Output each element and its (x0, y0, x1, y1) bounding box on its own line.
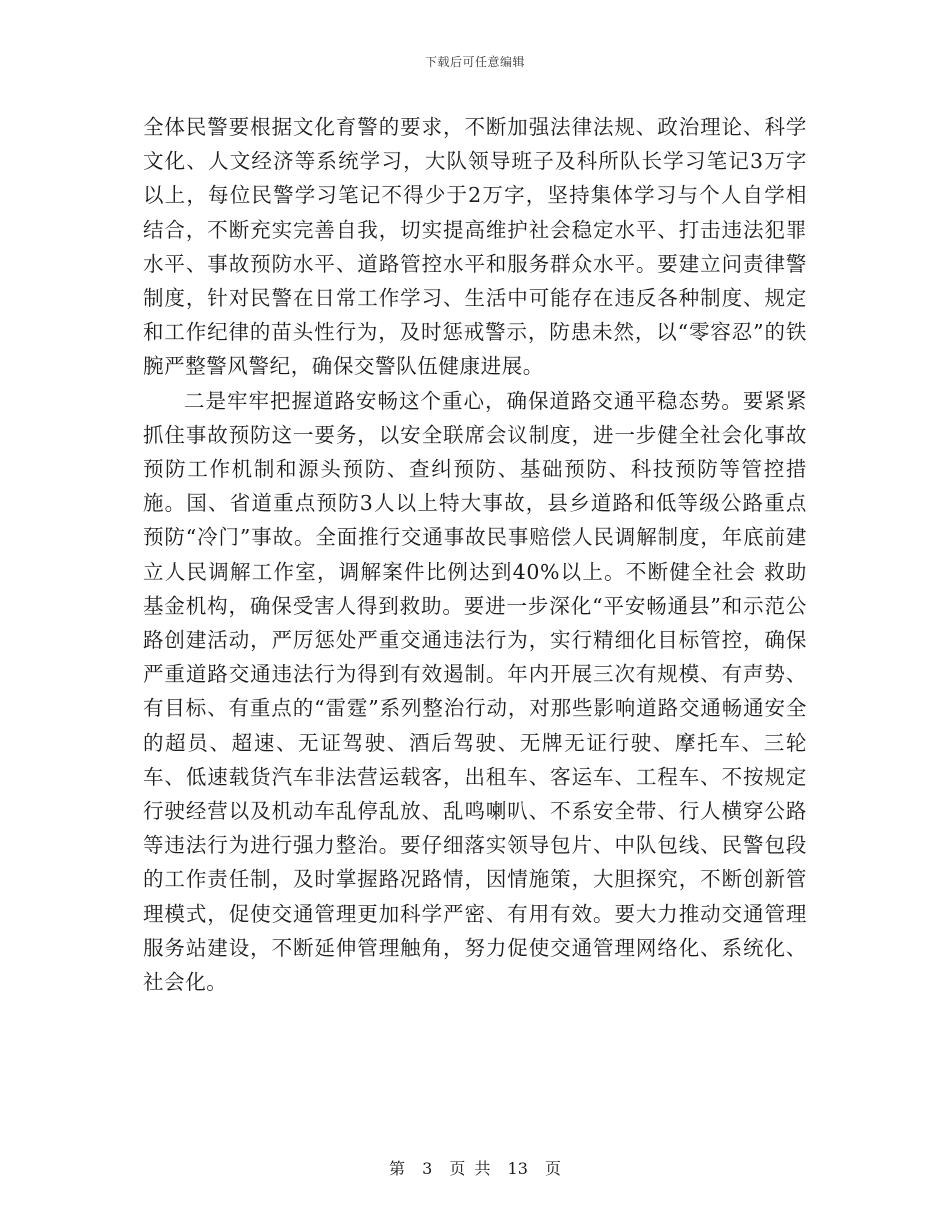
footer-prefix: 第 (388, 1159, 405, 1178)
paragraph-continued: 全体民警要根据文化育警的要求，不断加强法律法规、政治理论、科学文化、人文经济等系统学习，大队领导班子及科所队长学习笔记3万字以上，每位民警学习笔记不得少于2万字，坚持集体学习与个人自学相结合，不断充实完善自我，切实提高维护社会稳定水平、打击违法犯罪水平、事故预防水平、道路管控水平和服务群众水平。要建立问责律警制度，针对民警在日常工作学习、生活中可能存在违反各种制度、规定和工作纪律的苗头性行为，及时惩戒警示，防患未然，以“零容忍”的铁腕严整警风警纪，确保交警队伍健康进展。 (143, 115, 807, 379)
footer-suffix: 页 (545, 1159, 562, 1178)
page-header (0, 53, 950, 70)
paragraph-section-two: 二是牢牢把握道路安畅这个重心，确保道路交通平稳态势。要紧紧抓住事故预防这一要务，以安全联席会议制度，进一步健全社会化事故预防工作机制和源头预防、查纠预防、基础预防、科技预防等管控措施。国、省道重点预防3人以上特大事故，县乡道路和低等级公路重点预防“冷门”事故。全面推行交通事故民事赔偿人民调解制度，年底前建立人民调解工作室，调解案件比例达到40%以上。不断健全社会 救助基金机构，确保受害人得到救助。要进一步深化“平安畅通县”和示范公路创建活动，严厉惩处严重交通违法行为，实行精细化目标管控，确保严重道路交通违法行为得到有效遏制。年内开展三次有规模、有声势、有目标、有重点的“雷霆”系列整治行动，对那些影响道路交通畅通安全的超员、超速、无证驾驶、酒后驾驶、无牌无证行驶、摩托车、三轮车、低速载货汽车非法营运载客，出租车、客运车、工程车、不按规定行驶经营以及机动车乱停乱放、乱鸣喇叭、不系安全带、行人横穿公路等违法行为进行强力整治。要仔细落实领导包片、中队包线、民警包段的工作责任制，及时掌握路况路情，因情施策，大胆探究，不断创新管理模式，促使交通管理更加科学严密、有用有效。要大力推动交通管理服务站建设，不断延伸管理触角，努力促使交通管理网络化、系统化、社会化。 (143, 388, 807, 995)
header-note: 下载后可任意编辑 (424, 55, 525, 69)
page-footer (0, 1156, 950, 1179)
footer-middle: 页 共 (449, 1159, 491, 1178)
footer-page-number: 3 (422, 1159, 433, 1178)
footer-total-pages: 13 (507, 1159, 528, 1178)
document-body (143, 110, 807, 999)
